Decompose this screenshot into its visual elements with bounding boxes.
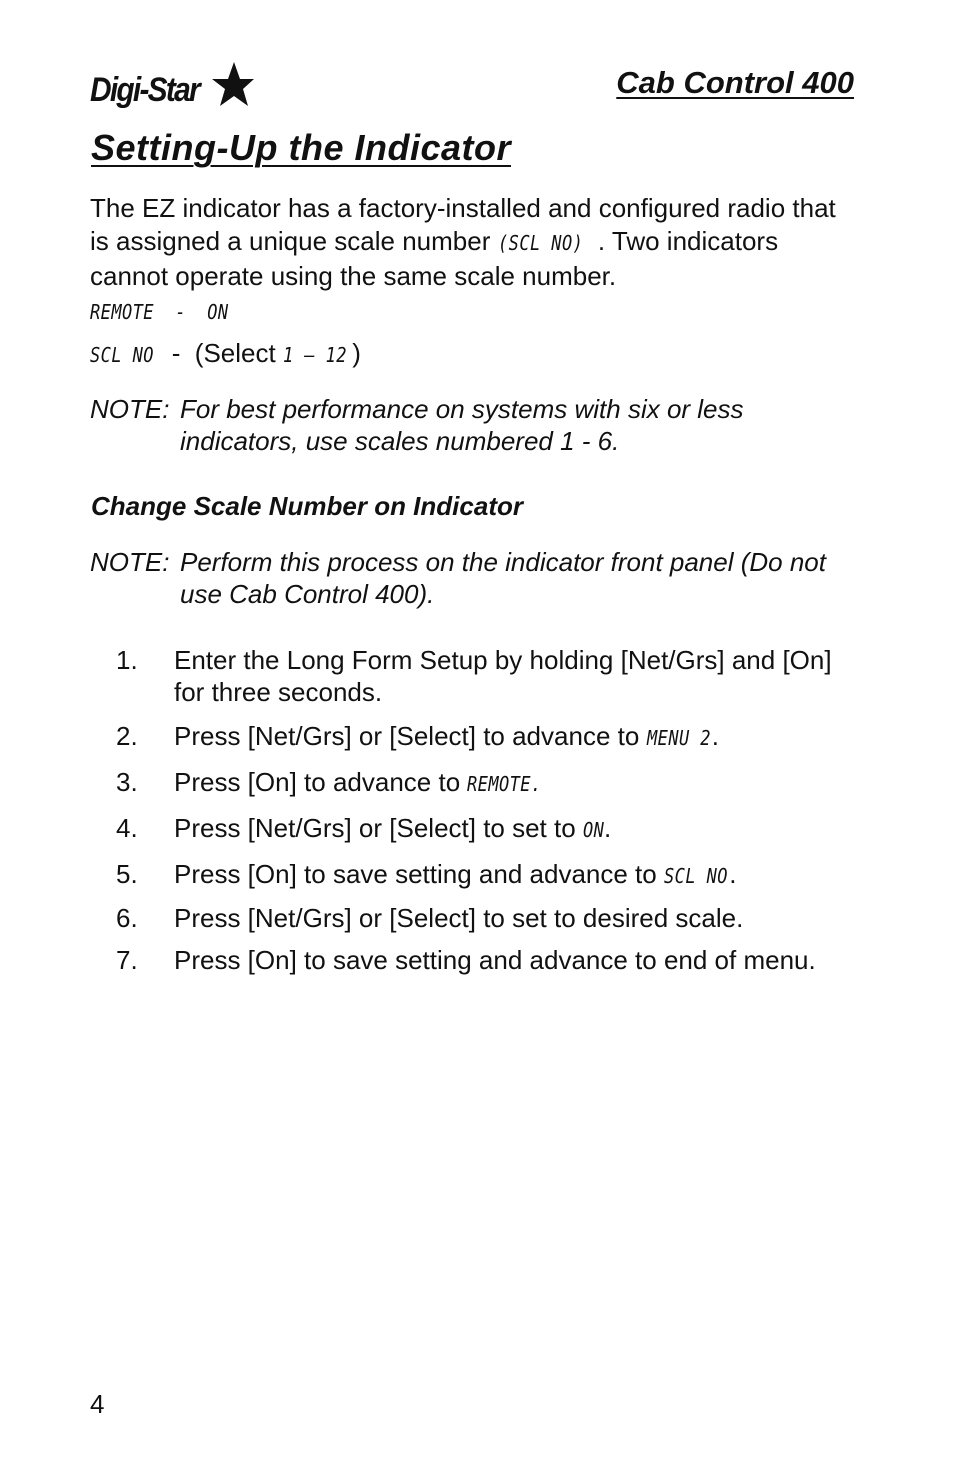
step-body: Press [On] to save setting and advance to xyxy=(174,859,664,889)
logo-text: Digi-Star xyxy=(90,71,199,109)
note-label: NOTE: xyxy=(90,547,170,577)
step-tail: . xyxy=(711,721,720,751)
section-title: Setting-Up the Indicator xyxy=(91,127,511,168)
note-performance xyxy=(90,393,860,457)
lcd-remote-on: REMOTE - ON xyxy=(90,300,229,324)
setting-remote xyxy=(90,294,253,328)
star-icon xyxy=(204,62,254,108)
intro-text-after: . Two indicators cannot operate using the same scale number. xyxy=(90,226,779,291)
lcd-remote: REMOTE. xyxy=(467,772,543,796)
step-number: 3. xyxy=(116,767,138,797)
note-label: NOTE: xyxy=(90,394,170,424)
step-text xyxy=(174,858,856,892)
step-text xyxy=(174,720,856,754)
step-text xyxy=(174,944,856,976)
step-item xyxy=(116,766,856,800)
step-item xyxy=(116,644,856,708)
step-number: 5. xyxy=(116,859,138,889)
intro-text-before: The EZ indicator has a factory-installed and configured radio that is assigned a unique scale number xyxy=(90,193,836,256)
step-number: 6. xyxy=(116,903,138,933)
setting-close: ) xyxy=(352,338,361,368)
step-number: 1. xyxy=(116,645,138,675)
lcd-scl-no: SCL NO xyxy=(663,864,728,888)
step-item xyxy=(116,812,856,846)
lcd-code-scl-no: (SCL NO) xyxy=(497,231,583,255)
lcd-menu-2: MENU 2 xyxy=(646,726,711,750)
note-text: For best performance on systems with six or less indicators, use scales numbered 1 - 6. xyxy=(180,394,744,456)
note-text: Perform this process on the indicator front panel (Do not use Cab Control 400). xyxy=(180,547,826,609)
step-item xyxy=(116,902,856,934)
step-body: Press [Net/Grs] or [Select] to advance to xyxy=(174,721,647,751)
setting-sep: - (Select xyxy=(157,338,283,368)
page-number: 4 xyxy=(90,1389,105,1419)
step-text xyxy=(174,644,856,708)
step-tail: . xyxy=(729,859,737,889)
document-title: Cab Control 400 xyxy=(616,65,854,100)
step-item xyxy=(116,944,856,976)
step-number: 4. xyxy=(116,813,138,843)
step-text xyxy=(174,812,856,846)
step-body: Press [Net/Grs] or [Select] to set to xyxy=(174,813,583,843)
subheading-change-scale: Change Scale Number on Indicator xyxy=(91,491,523,521)
step-body: Press [On] to advance to xyxy=(174,767,468,797)
step-item xyxy=(116,720,856,754)
note-front-panel xyxy=(90,546,860,610)
step-number: 7. xyxy=(116,945,138,975)
step-item xyxy=(116,858,856,892)
digi-star-logo xyxy=(90,62,254,110)
step-tail: . xyxy=(604,813,612,843)
intro-paragraph xyxy=(90,192,860,293)
step-number: 2. xyxy=(116,721,138,751)
steps-list xyxy=(116,644,856,976)
setting-scl-no xyxy=(90,337,361,371)
step-text xyxy=(174,766,856,800)
step-text xyxy=(174,902,856,934)
lcd-scl-no: SCL NO xyxy=(90,343,154,367)
step-body: Enter the Long Form Setup by holding [Net/Grs] and [On] for three seconds. xyxy=(174,645,832,707)
lcd-on: ON xyxy=(582,818,605,842)
lcd-range: 1 – 12 xyxy=(282,343,347,367)
step-body: Press [Net/Grs] or [Select] to set to desired scale. xyxy=(174,903,744,933)
step-body: Press [On] to save setting and advance to end of menu. xyxy=(174,945,816,975)
